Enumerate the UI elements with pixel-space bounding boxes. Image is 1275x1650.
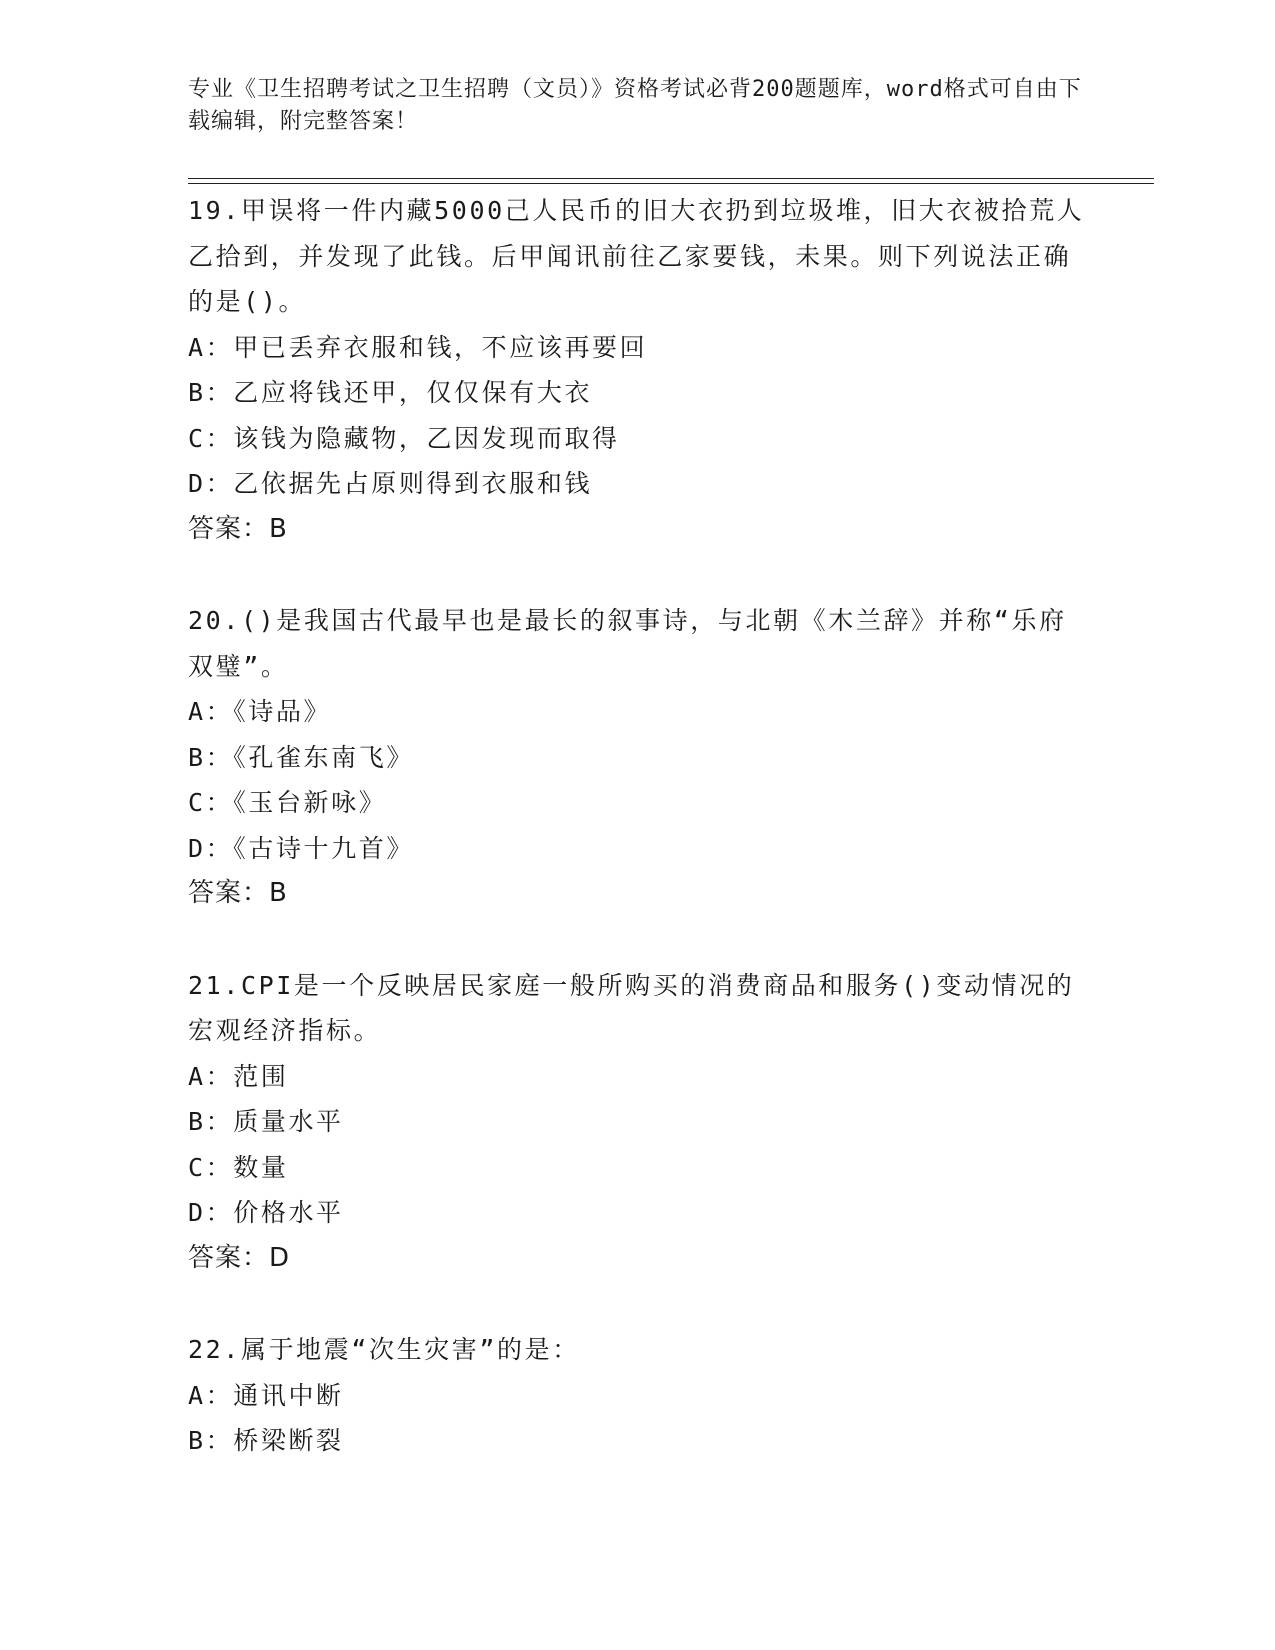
- question-text: 21.CPI是一个反映居民家庭一般所购买的消费商品和服务()变动情况的宏观经济指标。: [188, 970, 1075, 1045]
- option-a: A：甲已丢弃衣服和钱，不应该再要回: [188, 332, 648, 362]
- question-19: [188, 188, 1088, 552]
- option-c: C：数量: [188, 1152, 289, 1182]
- option-a: A：范围: [188, 1061, 289, 1091]
- question-text: 19.甲误将一件内藏5000己人民币的旧大衣扔到垃圾堆，旧大衣被拾荒人乙拾到，并发现了此钱。后甲闻讯前往乙家要钱，未果。则下列说法正确的是()。: [188, 196, 1085, 316]
- question-22: [188, 1327, 1088, 1464]
- option-b: B：桥梁断裂: [188, 1426, 344, 1455]
- answer: 答案：B: [188, 513, 288, 544]
- option-d: D：价格水平: [188, 1198, 344, 1227]
- question-text: 22.属于地震“次生灾害”的是：: [188, 1335, 580, 1364]
- option-b: B：《孔雀东南飞》: [188, 742, 414, 772]
- answer: 答案：B: [188, 878, 288, 908]
- question-list: [188, 188, 1088, 1464]
- header-rule-bottom: [188, 183, 1154, 184]
- header-rule-top: [188, 178, 1154, 179]
- answer: 答案：D: [188, 1242, 291, 1273]
- question-21: [188, 963, 1088, 1282]
- option-d: D：乙依据先占原则得到衣服和钱: [188, 469, 593, 498]
- option-b: B：乙应将钱还甲，仅仅保有大衣: [188, 378, 593, 407]
- option-b: B：质量水平: [188, 1107, 344, 1136]
- question-20: [188, 598, 1088, 917]
- document-header: 专业《卫生招聘考试之卫生招聘（文员）》资格考试必背200题题库，word格式可自由下载编辑，附完整答案！: [188, 77, 1082, 134]
- option-c: C：《玉台新咏》: [188, 788, 387, 817]
- question-text: 20.()是我国古代最早也是最长的叙事诗，与北朝《木兰辞》并称“乐府双璧”。: [188, 606, 1067, 681]
- option-c: C：该钱为隐藏物，乙因发现而取得: [188, 423, 620, 453]
- option-d: D：《古诗十九首》: [188, 833, 414, 863]
- option-a: A：通讯中断: [188, 1380, 344, 1410]
- option-a: A：《诗品》: [188, 697, 332, 726]
